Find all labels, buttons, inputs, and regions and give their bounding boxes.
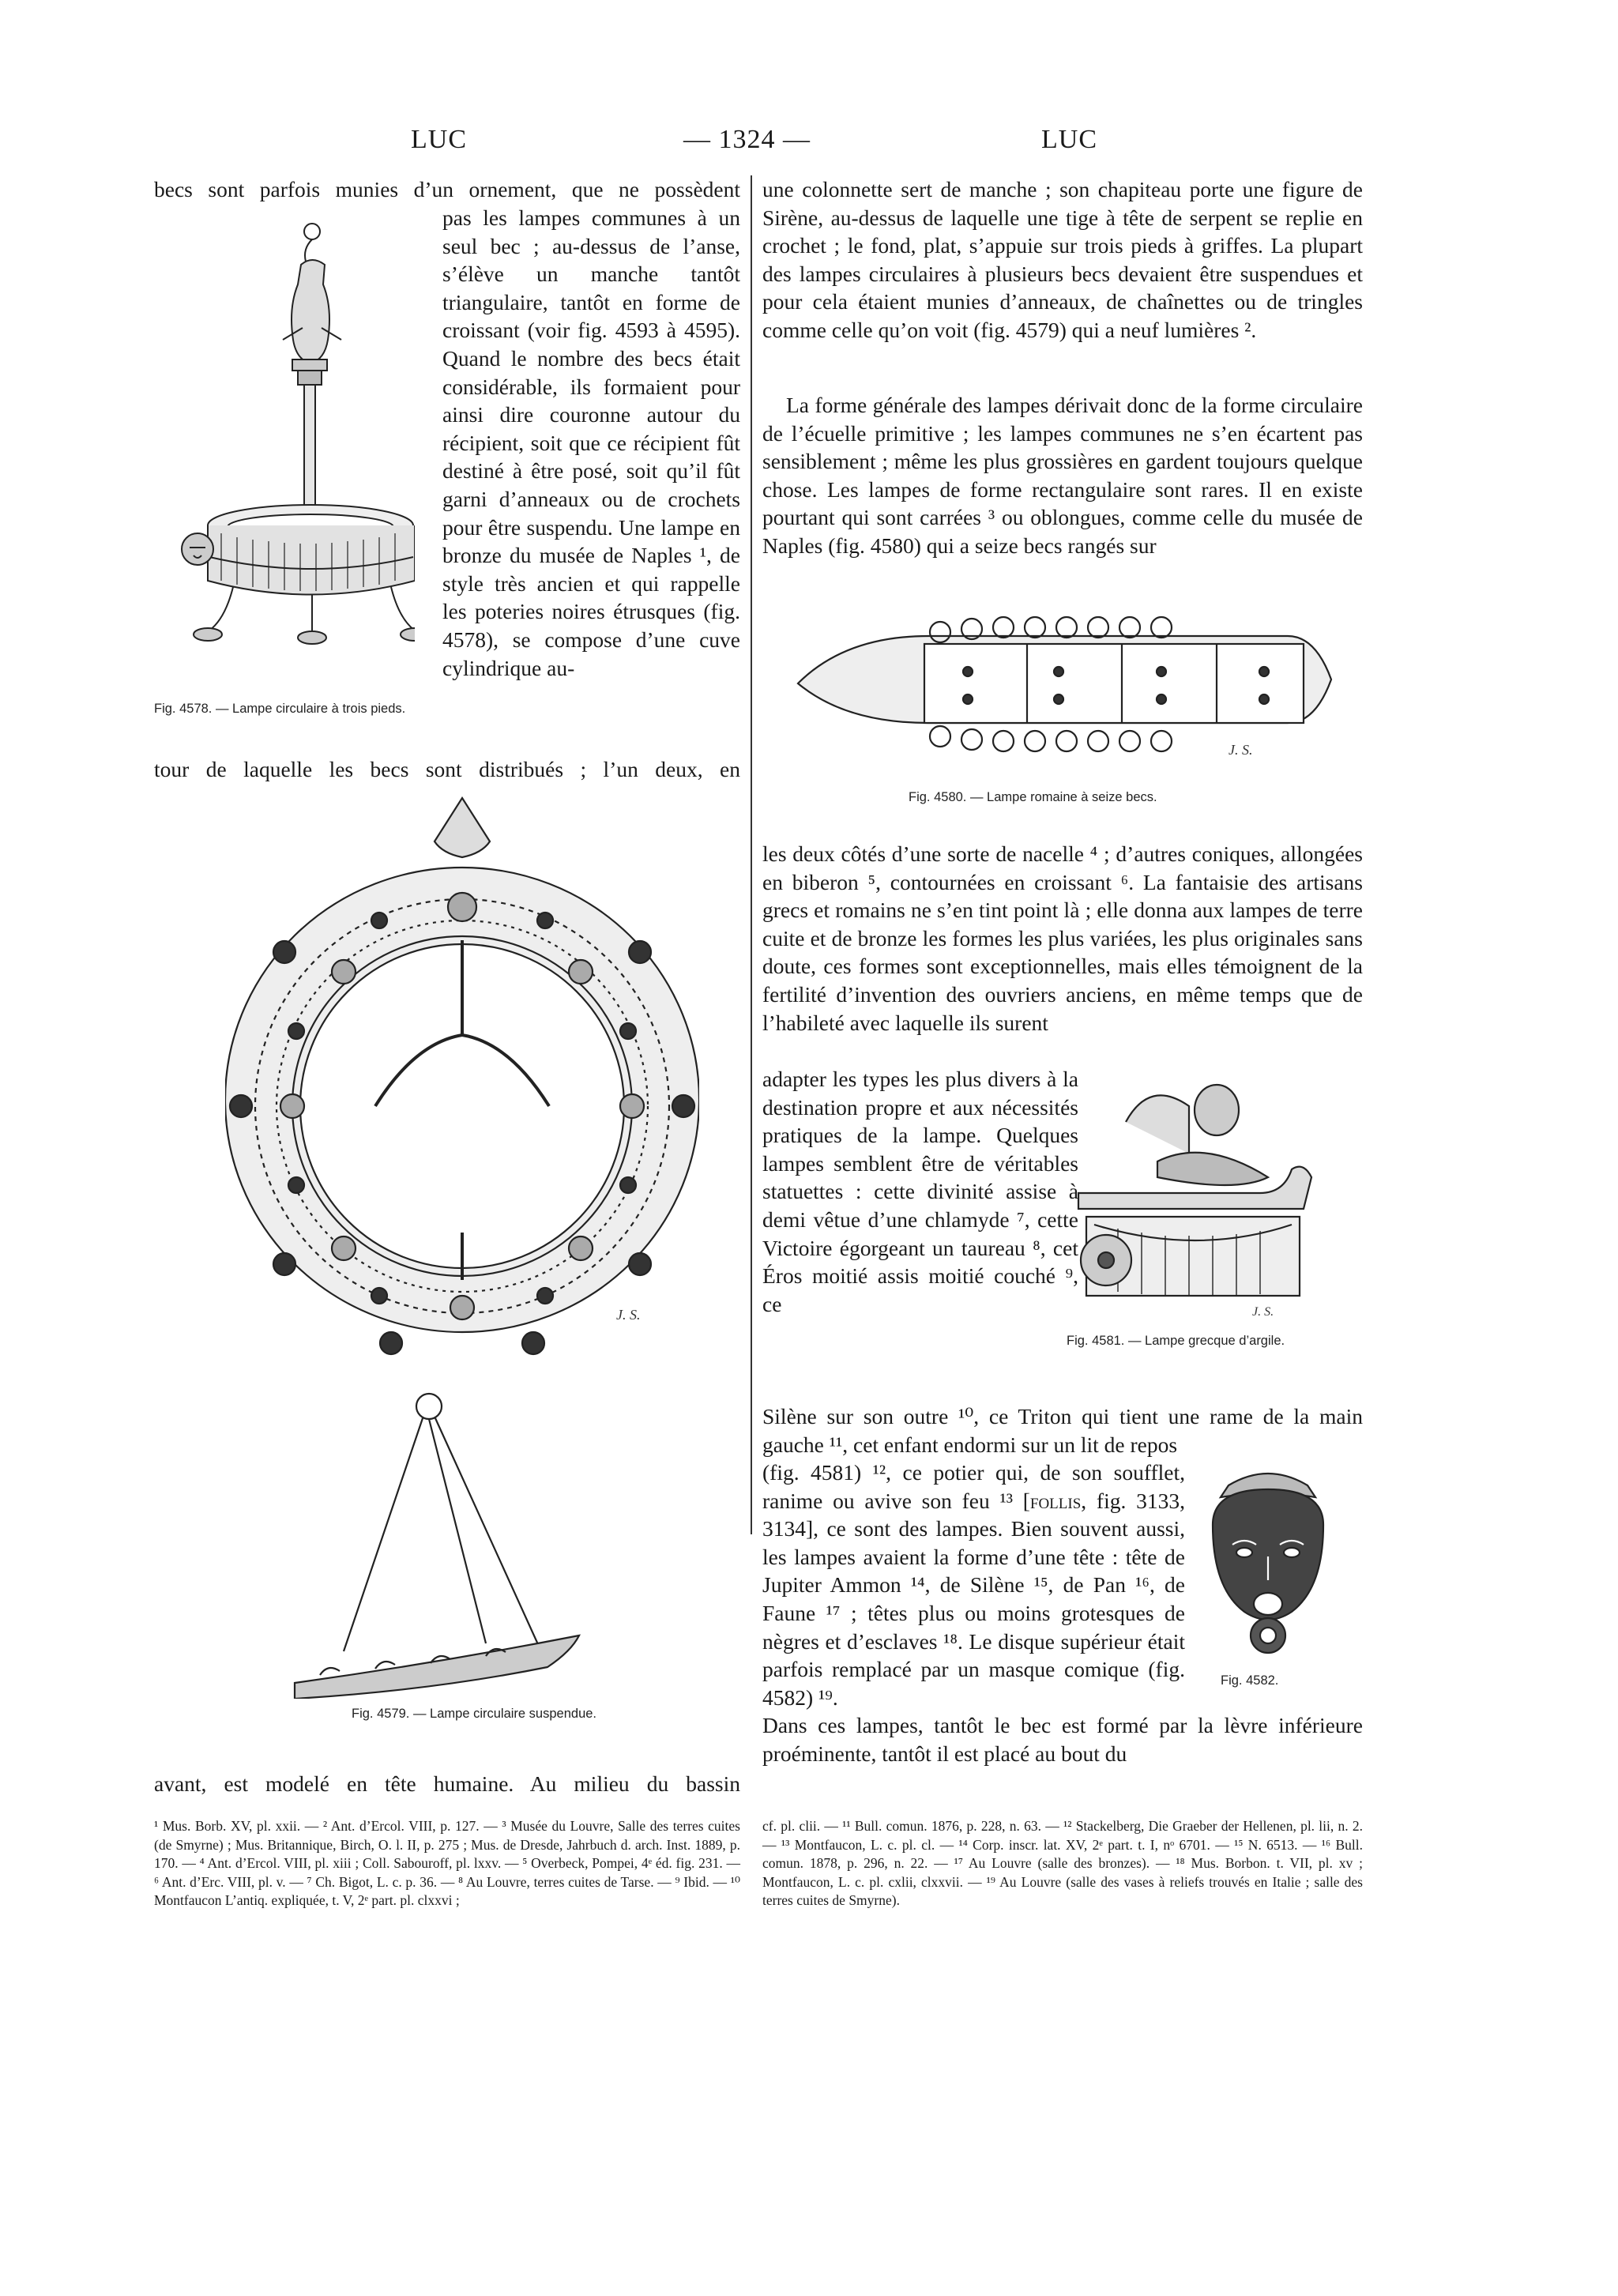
left-para-1-body: pas les lampes communes à un seul bec ; au-dessus de l’anse, s’élève un manche tantôt triangulaire, tantôt en forme de croissant (voir fig. 4593 à 4595). Quand le nombre des becs était considérable, ils formaient pour ainsi dire couronne autour du récipient, soit que ce récipient fût destiné à être posé, soit qu’il fût garni d’anneaux ou de crochets pour être suspendu. Une lampe en bronze du musée de Naples ¹, de style très ancien et qui rappelle les poteries noires étrusques (fig. 4578), se compose d’une cuve cylindrique au-: [442, 205, 740, 680]
running-head-right: LUC: [1041, 125, 1097, 154]
figure-4578-image: [154, 217, 415, 691]
column-rule: [751, 175, 752, 1534]
figure-4580-image: [790, 608, 1335, 766]
engraver-mark-2: J. S.: [1229, 742, 1253, 758]
figure-4579-image: [288, 1391, 589, 1699]
right-para-1-text: une colonnette sert de manche ; son chapiteau porte une figure de Sirène, au-dessus de laquelle une tige à tête de serpent se replie en crochet ; le fond, plat, s’appuie sur trois pieds à griffes. La plupart des lampes circulaires à plusieurs becs devaient être suspendues et pour cela étaient munies d’anneaux, de chaînettes ou de tringles comme celle qu’on voit (fig. 4579) qui a neuf lumières ².: [762, 177, 1363, 342]
left-para-line-1: becs sont parfois munies d’un ornement, que ne possèdent: [154, 177, 740, 201]
right-para-2: [762, 391, 1363, 560]
figure-4581-image: [1063, 1067, 1323, 1327]
left-footnotes: ¹ Mus. Borb. XV, pl. xxii. — ² Ant. d’Ercol. VIII, p. 127. — ³ Musée du Louvre, Salle des terres cuites (de Smyrne) ; Mus. Britannique, Birch, O. l. II, p. 275 ; Mus. de Dresde, Jahrbuch d. arch. Inst. 1889, p. 170. — ⁴ Ant. d’Ercol. VIII, pl. xiii ; Coll. Sabouroff, pl. lxxv. — ⁵ Overbeck, Pompei, 4ᵉ éd. fig. 231. — ⁶ Ant. d’Erc. VIII, pl. v. — ⁷ Ch. Bigot, L. c. p. 36. — ⁸ Au Louvre, terres cuites de Tarse. — ⁹ Ibid. — ¹⁰ Montfaucon L’antiq. expliquée, t. V, 2ᵉ part. pl. clxxvi ;: [154, 1818, 740, 1908]
right-para-3-bottom: Dans ces lampes, tantôt le bec est formé par la lèvre inférieure proéminente, tantôt il est placé au bout du: [762, 1713, 1363, 1766]
right-para-2-text: La forme générale des lampes dérivait donc de la forme circulaire de l’écuelle primitive ; les lampes communes ne s’en écartent pas sensiblement ; même les plus grossières en gardent toujours quelque chose. Les lampes de forme rectangulaire sont rares. Il en existe pourtant qui sont carrées ³ ou oblongues, comme celle du musée de Naples (fig. 4580) qui a seize becs rangés sur: [762, 393, 1363, 558]
figure-4582-image: [1197, 1470, 1339, 1667]
right-para-1: [762, 175, 1363, 344]
left-para-2: [154, 1770, 740, 1798]
ring-lamp-image: [225, 790, 699, 1375]
caption-fig-4582: Fig. 4582.: [1221, 1673, 1279, 1688]
caption-fig-4581: Fig. 4581. — Lampe grecque d’argile.: [1067, 1334, 1285, 1348]
caption-fig-4578: Fig. 4578. — Lampe circulaire à trois pieds.: [154, 702, 406, 716]
left-para-1-tail: tour de laquelle les becs sont distribués ; l’un deux, en: [154, 757, 740, 781]
caption-fig-4580: Fig. 4580. — Lampe romaine à seize becs.: [909, 790, 1157, 804]
right-footnotes: cf. pl. clii. — ¹¹ Bull. comun. 1876, p. 228, n. 63. — ¹² Stackelberg, Die Graeber der Hellenen, pl. lii, n. 2. — ¹³ Montfaucon, L. c. pl. cl. — ¹⁴ Corp. inscr. lat. XV, 2ᵉ part. t. I, nᵒ 6701. — ¹⁵ N. 6513. — ¹⁶ Bull. comun. 1878, p. 296, n. 22. — ¹⁷ Au Louvre (salle des bronzes). — ¹⁸ Mus. Borbon. t. VII, pl. xv ; Montfaucon, L. c. pl. cxlii, clxxvii. — ¹⁹ Au Louvre (salle des vases à reliefs trouvés en Italie ; salle des terres cuites de Smyrne).: [762, 1818, 1363, 1908]
left-para-1-wrap: [442, 204, 740, 682]
caption-fig-4579: Fig. 4579. — Lampe circulaire suspendue.: [352, 1707, 597, 1721]
left-para-2-text: avant, est modelé en tête humaine. Au milieu du bassin: [154, 1771, 740, 1796]
right-para-3-top: les deux côtés d’une sorte de nacelle ⁴ ; d’autres coniques, allongées en biberon ⁵, contournées en croissant ⁶. La fantaisie des artisans grecs et romains ne s’en tint point là ; elle donna aux lampes de terre cuite et de bronze les formes les plus variées, les plus originales sans doute, ces formes sont exceptionnelles, mais elles témoignent de la fertilité d’invention des ouvriers anciens, en même temps que de l’habileté avec laquelle ils surent: [762, 841, 1363, 1035]
engraver-mark-1: J. S.: [616, 1307, 641, 1323]
right-para-3-mid: Silène sur son outre ¹⁰, ce Triton qui tient une rame de la main gauche ¹¹, cet enfant endormi sur un lit de repos: [762, 1404, 1363, 1457]
page-number: — 1324 —: [683, 125, 811, 154]
right-para-3-narrow-2: (fig. 4581) ¹², ce potier qui, de son soufflet, ranime ou avive son feu ¹³ [follis, fig. 3133, 3134], ce sont des lampes. Bien souvent aussi, les lampes avaient la forme d’une tête : tête de Jupiter Ammon ¹⁴, de Silène ¹⁵, de Pan ¹⁶, de Faune ¹⁷ ; têtes plus ou moins grotesques de nègres et d’esclaves ¹⁸. Le disque supérieur était parfois remplacé par un masque comique (fig. 4582) ¹⁹.: [762, 1460, 1185, 1710]
engraver-mark-3: J. S.: [1252, 1305, 1274, 1319]
right-para-3-narrow: adapter les types les plus divers à la destination propre et aux nécessités pratiques de la lampe. Quelques lampes semblent être de véritables statuettes : cette divinité assise à demi vêtue d’une chlamyde ⁷, cette Victoire égorgeant un taureau ⁸, cet Éros moitié assis moitié couché ⁹, ce: [762, 1067, 1078, 1316]
running-head-left: LUC: [411, 125, 467, 154]
